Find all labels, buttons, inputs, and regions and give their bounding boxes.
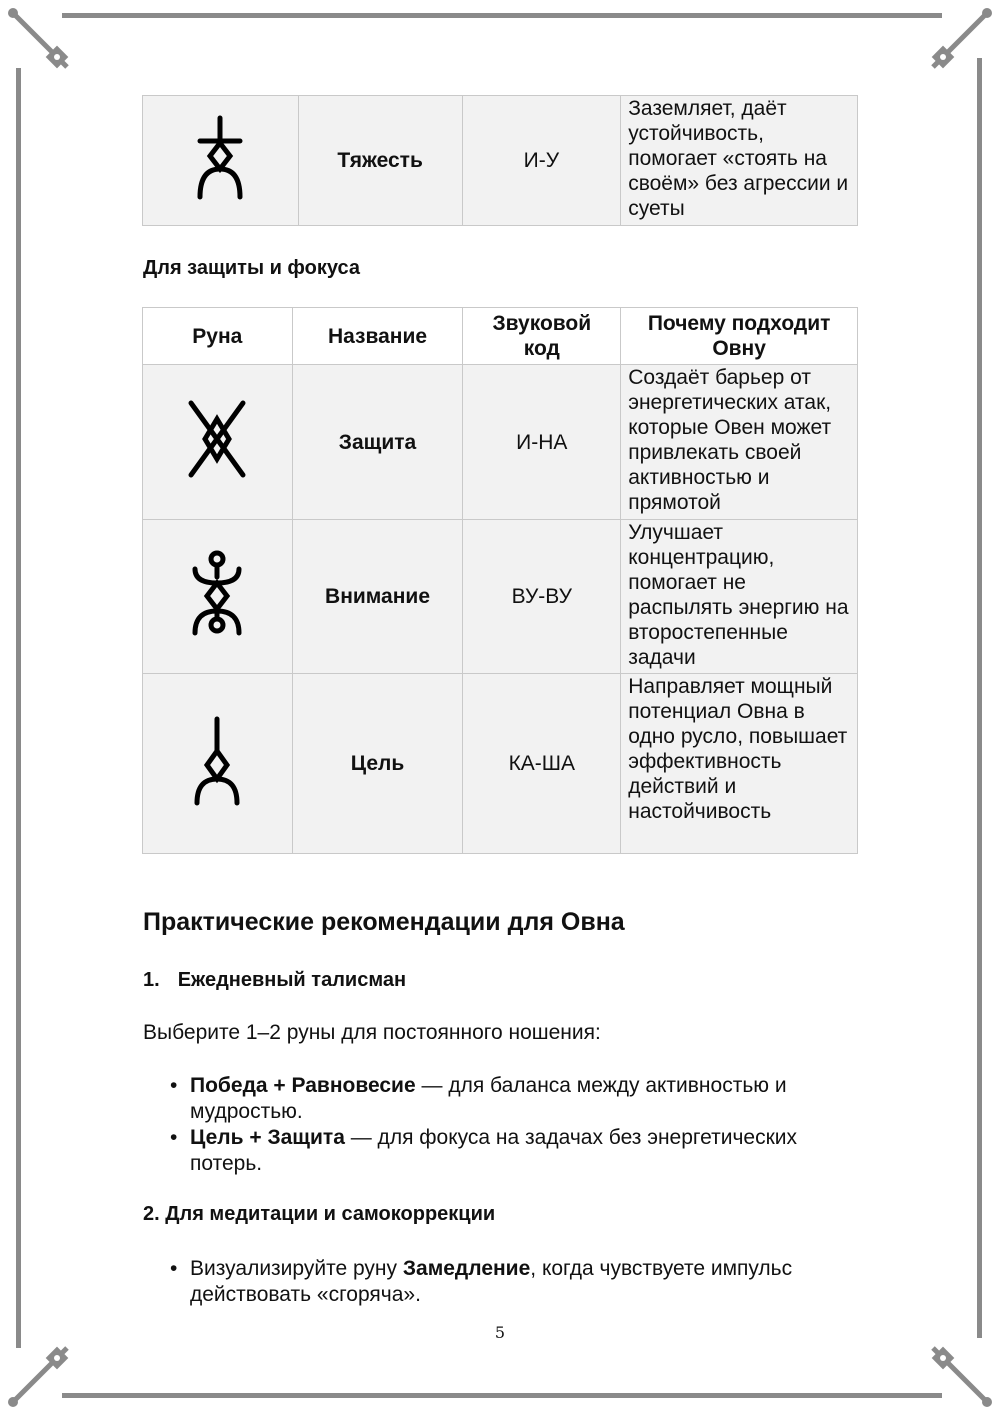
corner-ornament-icon: [5, 5, 75, 75]
subheading-meditation: 2. Для медитации и самокоррекции: [143, 1203, 496, 1225]
table-row: [143, 96, 858, 226]
bullet-icon: •: [170, 1126, 178, 1149]
table-row: [143, 674, 858, 854]
item-title: Ежедневный талисман: [177, 969, 407, 991]
header-name: Название: [292, 308, 463, 365]
corner-ornament-icon: [925, 5, 995, 75]
rune-description: Улучшает концентрацию, помогает не распылять энергию на второстепенные задачи: [621, 520, 858, 674]
rune-name: Внимание: [292, 520, 463, 674]
rune-description: Создаёт барьер от энергетических атак, которые Овен может привлекать своей активностью и прямотой: [621, 365, 858, 520]
rune-cell: [143, 674, 293, 854]
rune-table-heaviness: [142, 95, 858, 226]
table-row: [143, 520, 858, 674]
bullet-bold: Цель + Защита: [190, 1126, 345, 1149]
sound-code: И-НА: [463, 365, 621, 520]
rune-cell: [143, 365, 293, 520]
page-number: 5: [494, 1323, 506, 1342]
talisman-intro: Выберите 1–2 руны для постоянного ношения:: [143, 1021, 601, 1044]
list-item: [170, 1256, 850, 1308]
corner-ornament-icon: [5, 1340, 75, 1410]
list-item: [170, 1073, 850, 1125]
sound-code: КА-ША: [463, 674, 621, 854]
bullet-bold: Замедление: [402, 1257, 531, 1280]
talisman-list: [170, 1073, 850, 1177]
bullet-bold: Победа + Равновесие: [190, 1074, 416, 1097]
rune-description: Направляет мощный потенциал Овна в одно русло, повышает эффективность действий и настойчивость: [621, 674, 858, 854]
rune-cell: [143, 96, 299, 226]
rune-name: Защита: [292, 365, 463, 520]
rune-name: Цель: [292, 674, 463, 854]
header-why: Почему подходит Овну: [621, 308, 858, 365]
goal-rune-icon: [187, 715, 247, 807]
bullet-icon: •: [170, 1257, 178, 1280]
rune-name: Тяжесть: [298, 96, 462, 226]
section-title-practical: Практические рекомендации для Овна: [143, 908, 625, 936]
list-item: [170, 1125, 850, 1177]
protection-rune-icon: [185, 397, 249, 481]
corner-ornament-icon: [925, 1340, 995, 1410]
frame-top-border: [62, 13, 942, 18]
header-rune: Руна: [143, 308, 293, 365]
bullet-text: — для баланса между активностью и мудростью.: [190, 1074, 787, 1123]
bullet-text: Визуализируйте руну: [190, 1257, 403, 1280]
subheading-daily-talisman: [143, 969, 406, 992]
attention-rune-icon: [187, 549, 247, 639]
meditation-list: [170, 1256, 850, 1308]
rune-table-protection: [142, 307, 858, 854]
sound-code: И-У: [462, 96, 621, 226]
section-heading-protection: Для защиты и фокуса: [143, 257, 361, 279]
frame-right-border: [977, 58, 982, 1338]
item-number: 1.: [143, 969, 160, 991]
frame-left-border: [16, 68, 21, 1348]
rune-cell: [143, 520, 293, 674]
bullet-text: — для фокуса на задачах без энергетических потерь.: [190, 1126, 797, 1175]
frame-bottom-border: [62, 1393, 942, 1398]
table-row: [143, 365, 858, 520]
header-sound-code: Звуковой код: [463, 308, 621, 365]
rune-description: Заземляет, даёт устойчивость, помогает «стоять на своём» без агрессии и суеты: [621, 96, 858, 226]
bullet-text: , когда чувствуете импульс действовать «сгоряча».: [190, 1257, 793, 1306]
heaviness-rune-icon: [190, 113, 250, 203]
table-header-row: [143, 308, 858, 365]
bullet-icon: •: [170, 1074, 178, 1097]
sound-code: ВУ-ВУ: [463, 520, 621, 674]
